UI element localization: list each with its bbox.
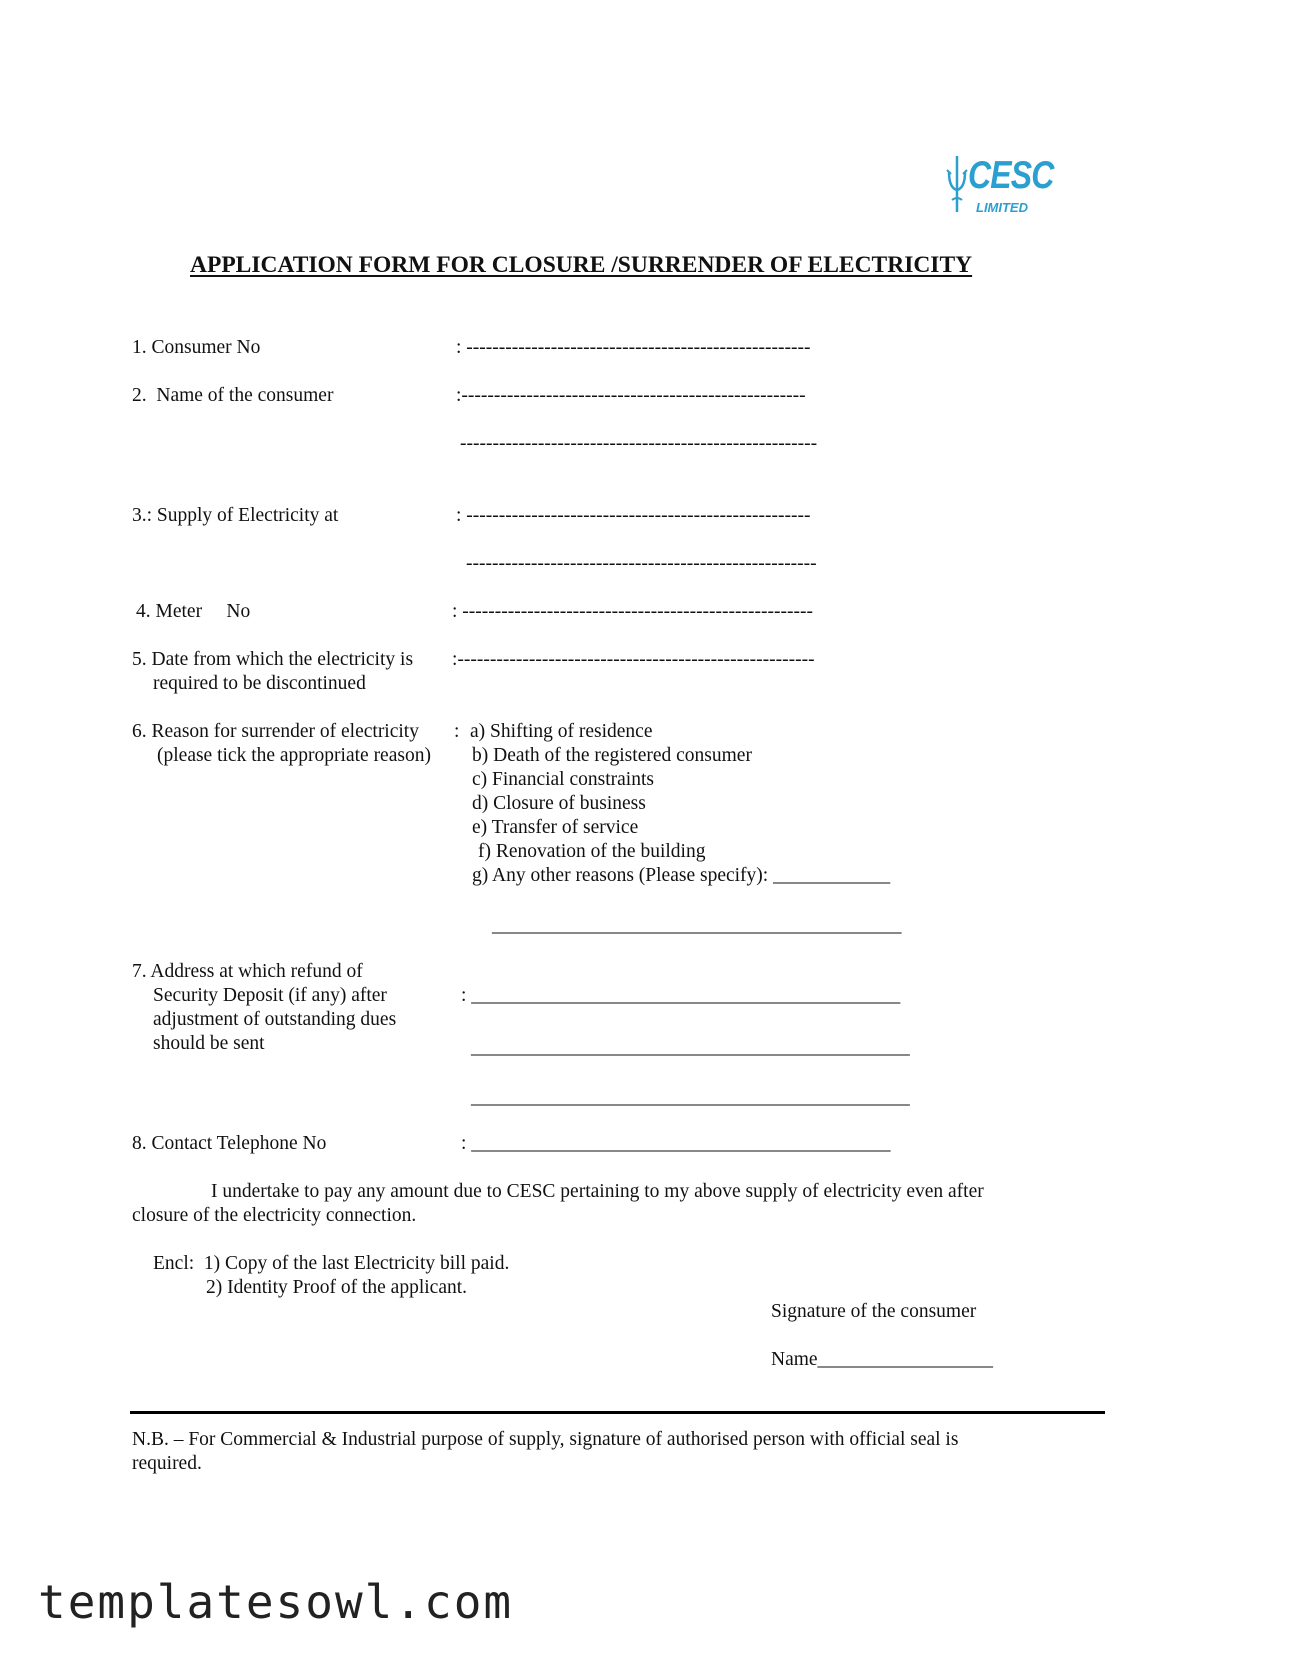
address-label-line4: should be sent: [153, 1033, 265, 1054]
undertaking-line2: closure of the electricity connection.: [132, 1205, 417, 1226]
consumer-no-label: 1. Consumer No: [132, 337, 261, 358]
supply-field-line2[interactable]: ------------------------------------------------------: [466, 553, 817, 574]
telephone-field[interactable]: : ___________________________________________: [461, 1133, 891, 1154]
enclosure-line2: 2) Identity Proof of the applicant.: [206, 1277, 468, 1298]
reason-option-f[interactable]: f) Renovation of the building: [478, 841, 706, 862]
meter-field[interactable]: : ------------------------------------------------------: [452, 601, 813, 622]
address-label: 7. Address at which refund of: [132, 961, 363, 982]
name-field-line2[interactable]: -------------------------------------------------------: [460, 433, 818, 454]
note-line2: required.: [132, 1453, 202, 1474]
reason-label: 6. Reason for surrender of electricity: [132, 721, 419, 742]
reason-colon: :: [454, 721, 460, 742]
supply-label: 3.: Supply of Electricity at: [132, 505, 339, 526]
reason-option-e[interactable]: e) Transfer of service: [472, 817, 639, 838]
reason-option-d[interactable]: d) Closure of business: [472, 793, 646, 814]
signature-label: Signature of the consumer: [771, 1301, 977, 1322]
cesc-logo: [946, 154, 1054, 224]
telephone-label: 8. Contact Telephone No: [132, 1133, 327, 1154]
page-title: APPLICATION FORM FOR CLOSURE /SURRENDER OF ELECTRICITY: [190, 252, 973, 278]
address-field-line2[interactable]: _____________________________________________: [471, 1037, 910, 1058]
date-label-line2: required to be discontinued: [153, 673, 366, 694]
name-label: 2. Name of the consumer: [132, 385, 334, 406]
divider: [130, 1411, 1105, 1414]
reason-other-line[interactable]: __________________________________________: [492, 915, 902, 936]
reason-label-line2: (please tick the appropriate reason): [157, 745, 431, 766]
reason-option-c[interactable]: c) Financial constraints: [472, 769, 654, 790]
consumer-no-field[interactable]: : -----------------------------------------------------: [456, 337, 811, 358]
logo-subtitle: LIMITED: [976, 200, 1028, 215]
reason-option-b[interactable]: b) Death of the registered consumer: [472, 745, 752, 766]
note-line1: N.B. – For Commercial & Industrial purpose of supply, signature of authorised person with official seal is: [132, 1429, 959, 1450]
enclosure-line1: Encl: 1) Copy of the last Electricity bill paid.: [153, 1253, 510, 1274]
address-field-line1[interactable]: : ____________________________________________: [461, 985, 901, 1006]
date-field[interactable]: :-------------------------------------------------------: [452, 649, 815, 670]
meter-label: 4. Meter No: [136, 601, 251, 622]
address-label-line2: Security Deposit (if any) after: [153, 985, 387, 1006]
address-field-line3[interactable]: _____________________________________________: [471, 1087, 910, 1108]
watermark: templatesowl.com: [38, 1575, 514, 1629]
name-field[interactable]: :-----------------------------------------------------: [456, 385, 806, 406]
undertaking-line1: I undertake to pay any amount due to CESC pertaining to my above supply of electricity even after: [211, 1181, 984, 1202]
reason-option-a[interactable]: a) Shifting of residence: [470, 721, 653, 742]
reason-option-g[interactable]: g) Any other reasons (Please specify): ____________: [472, 865, 891, 886]
signature-name-field[interactable]: Name__________________: [771, 1349, 994, 1370]
address-label-line3: adjustment of outstanding dues: [153, 1009, 397, 1030]
date-label: 5. Date from which the electricity is: [132, 649, 414, 670]
supply-field[interactable]: : -----------------------------------------------------: [456, 505, 811, 526]
logo-name: CESC: [968, 154, 1054, 197]
